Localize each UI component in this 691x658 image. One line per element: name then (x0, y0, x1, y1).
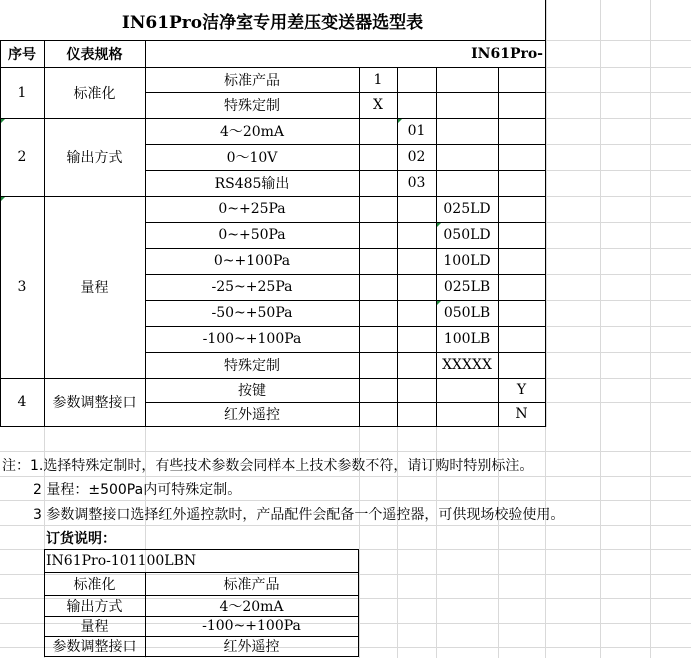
group-2-name: 输出方式 (66, 150, 123, 166)
output-rs485-code: 03 (407, 175, 426, 191)
range-custom-label: 特殊定制 (224, 358, 280, 374)
order-row-3-key: 量程 (80, 619, 109, 635)
range-25-25-label: -25~+25Pa (211, 279, 293, 295)
range-0-25-label: 0~+25Pa (218, 201, 286, 217)
output-0-10v-code: 02 (407, 149, 426, 165)
range-50-50-code: 050LB (443, 305, 491, 321)
order-row-4-key: 参数调整接口 (52, 639, 137, 655)
order-row-3-value: -100~+100Pa (202, 618, 301, 634)
page-title: IN61Pro洁净室专用差压变送器选型表 (121, 12, 424, 33)
interface-ir-code: N (515, 406, 528, 422)
order-row-1-key: 标准化 (73, 576, 116, 593)
group-2-seq: 2 (17, 149, 27, 165)
order-row-1-value: 标准产品 (223, 576, 280, 593)
group-1-name: 标准化 (73, 85, 116, 102)
output-rs485-label: RS485输出 (214, 176, 290, 192)
range-0-25-code: 025LD (443, 201, 491, 217)
range-0-50-code: 050LD (443, 227, 491, 243)
group-4-name: 参数调整接口 (52, 395, 137, 411)
group-3-name: 量程 (80, 280, 109, 296)
group-3-seq: 3 (17, 279, 27, 295)
order-row-2-value: 4～20mA (219, 598, 284, 615)
option-standard-label: 标准产品 (224, 72, 280, 89)
order-heading: 订货说明： (46, 531, 116, 547)
header-spec: 仪表规格 (66, 46, 123, 63)
range-25-25-code: 025LB (443, 279, 491, 295)
group-1-seq: 1 (17, 84, 27, 101)
range-100-100-label: -100~+100Pa (202, 331, 302, 347)
order-row-4-value: 红外遥控 (223, 639, 280, 655)
output-4-20ma-code: 01 (407, 123, 426, 139)
output-4-20ma-label: 4～20mA (219, 124, 285, 140)
range-50-50-label: -50~+50Pa (211, 305, 293, 321)
note-2: 2 量程：±500Pa内可特殊定制。 (33, 482, 242, 498)
interface-ir-label: 红外遥控 (224, 407, 280, 423)
option-custom-code: X (373, 97, 383, 113)
header-seq: 序号 (8, 46, 36, 63)
range-custom-code: XXXXX (442, 357, 492, 373)
output-0-10v-label: 0～10V (226, 150, 278, 166)
range-100-100-code: 100LB (443, 331, 491, 347)
range-0-50-label: 0~+50Pa (218, 227, 286, 243)
order-row-2-key: 输出方式 (66, 598, 123, 615)
order-model: IN61Pro-101100LBN (46, 552, 197, 569)
range-0-100-code: 100LD (443, 253, 491, 269)
interface-button-code: Y (516, 382, 527, 398)
option-standard-code: 1 (373, 71, 383, 88)
header-model: IN61Pro- (471, 45, 543, 62)
note-1: 注：1.选择特殊定制时，有些技术参数会同样本上技术参数不符，请订购时特别标注。 (2, 458, 534, 474)
note-3: 3 参数调整接口选择红外遥控款时，产品配件会配备一个遥控器，可供现场校验使用。 (33, 507, 565, 523)
interface-button-label: 按键 (238, 383, 266, 399)
group-4-seq: 4 (17, 394, 27, 410)
range-0-100-label: 0~+100Pa (213, 253, 291, 269)
option-custom-label: 特殊定制 (224, 98, 280, 114)
